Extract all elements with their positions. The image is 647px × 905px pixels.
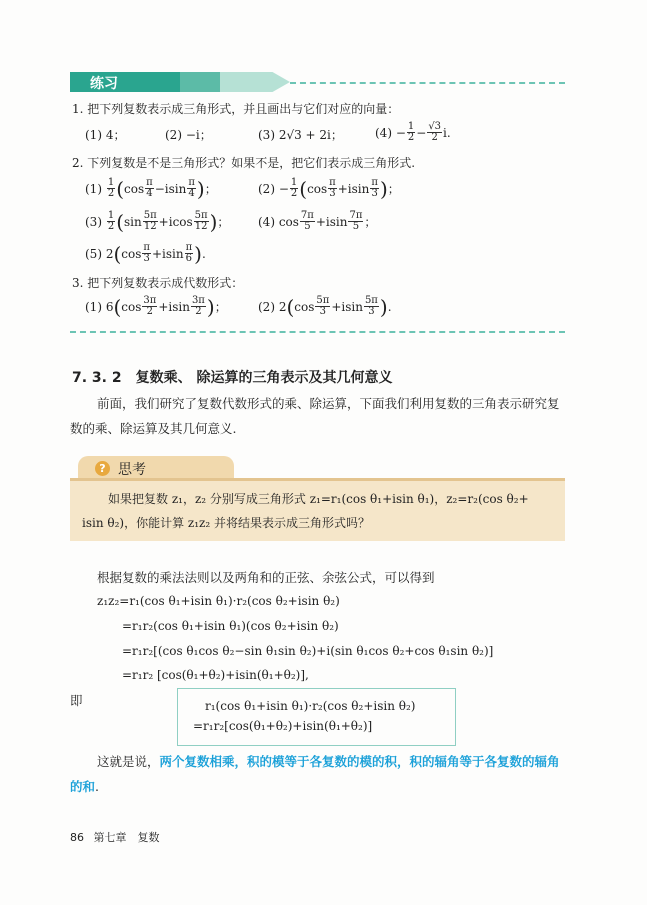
paren: ) [379, 294, 388, 319]
math [258, 178, 400, 199]
paren: ( [299, 176, 308, 201]
math-text: . [201, 246, 206, 261]
fraction: $\frac{√3}{2}$ [428, 121, 442, 143]
math-text: (2) − [258, 181, 289, 196]
exercise-title: 练习 [90, 76, 118, 92]
math-text: (1) 6 [85, 299, 114, 314]
math-text: +isin [331, 299, 363, 314]
fraction: $\frac{\pi}{4}$ [146, 177, 153, 199]
equation-line: =r₁r₂(cos θ₁+isin θ₁)(cos θ₂+isin θ₂) [122, 619, 339, 633]
math [258, 126, 343, 143]
equation-line: z₁z₂=r₁(cos θ₁+isin θ₁)·r₂(cos θ₂+isin θ₂) [97, 594, 340, 608]
fraction: $\frac{1}{2}$ [407, 121, 415, 143]
math [85, 296, 227, 317]
footer [70, 829, 160, 845]
math-text: ； [364, 215, 377, 229]
boxed-line: =r₁r₂[cos(θ₁+θ₂)+isin(θ₁+θ₂)] [193, 719, 373, 733]
page-number: 86 [70, 831, 84, 844]
math-text: i. [443, 125, 451, 140]
paren: ) [194, 241, 202, 266]
question-icon: ? [95, 461, 110, 476]
conclusion [97, 749, 567, 774]
math-text: (3) [85, 214, 106, 229]
paren: ) [379, 176, 388, 201]
paren: ( [116, 176, 124, 201]
math-text: +isin [315, 214, 348, 229]
equation-line: =r₁r₂ [cos(θ₁+θ₂)+isin(θ₁+θ₂)], [122, 668, 309, 682]
fraction: $\frac{\pi}{3}$ [329, 177, 336, 199]
question-2: 2. 下列复数是不是三角形式？如果不是，把它们表示成三角形式. [72, 156, 416, 170]
math-text: cos [121, 299, 142, 314]
math-text: +isin [151, 246, 184, 261]
fraction: $\frac{1}{2}$ [290, 177, 298, 199]
math-text: cos [307, 181, 328, 196]
conclusion-cont [70, 774, 99, 799]
math-text: (1) 4； [85, 128, 126, 142]
exercise-header [70, 72, 290, 92]
fraction: $\frac{\pi}{6}$ [185, 242, 193, 264]
fraction: $\frac{3\pi}{2}$ [191, 295, 205, 317]
fraction: $\frac{5\pi}{12}$ [194, 210, 208, 232]
math [85, 243, 206, 264]
paren: ( [286, 294, 295, 319]
paren: ( [113, 241, 122, 266]
paren: ) [206, 294, 215, 319]
math-text: (2) 2 [258, 299, 287, 314]
math-text: cos [124, 181, 145, 196]
think-text: 如果把复数 z₁，z₂ 分别写成三角形式 z₁=r₁(cos θ₁+isin θ₁)，z₂=r₂(cos θ₂+ [108, 492, 529, 506]
conclusion-suffix: . [95, 779, 99, 794]
math-text: ； [204, 182, 217, 196]
fraction: $\frac{7\pi}{5}$ [300, 210, 314, 232]
divider [70, 331, 565, 333]
math [85, 126, 125, 143]
ji-label: 即 [70, 693, 83, 708]
math-text: ； [214, 300, 227, 314]
math-text: cos [294, 299, 315, 314]
question-1: 1. 把下列复数表示成三角形式，并且画出与它们对应的向量： [72, 102, 400, 116]
fraction: $\frac{1}{2}$ [107, 177, 115, 199]
math-text: +isin [337, 181, 370, 196]
result-box [177, 688, 456, 746]
fraction: $\frac{\pi}{4}$ [188, 177, 195, 199]
paren: ( [116, 209, 124, 234]
math-text: . [387, 299, 392, 314]
math-text: (3) 2√3 + 2i； [258, 128, 343, 142]
fraction: $\frac{3\pi}{2}$ [143, 295, 157, 317]
fraction: $\frac{7\pi}{5}$ [349, 210, 363, 232]
math [258, 296, 392, 317]
math-text: (4) cos [258, 214, 299, 229]
math-text: − [416, 125, 427, 140]
fraction: $\frac{\pi}{3}$ [371, 177, 378, 199]
conclusion-prefix: 这就是说， [97, 754, 160, 769]
chapter-label: 第七章 复数 [93, 831, 160, 844]
derivation-lead: 根据复数的乘法法则以及两角和的正弦、余弦公式，可以得到 [97, 570, 435, 585]
math-text: (5) 2 [85, 246, 114, 261]
math-text: ； [217, 215, 230, 229]
boxed-line: r₁(cos θ₁+isin θ₁)·r₂(cos θ₂+isin θ₂) [205, 699, 416, 713]
fraction: $\frac{\pi}{3}$ [143, 242, 150, 264]
section-title: 7. 3. 2 复数乘、 除运算的三角表示及其几何意义 [72, 370, 393, 386]
math-text: sin [124, 214, 142, 229]
math-text: (1) [85, 181, 106, 196]
fraction: $\frac{5\pi}{3}$ [364, 295, 378, 317]
question-3: 3. 把下列复数表示成代数形式： [72, 276, 244, 290]
equation-line: =r₁r₂[(cos θ₁cos θ₂−sin θ₁sin θ₂)+i(sin θ₁cos θ₂+cos θ₁sin θ₂)] [122, 644, 494, 658]
math [165, 126, 212, 143]
math-text: +icos [158, 214, 193, 229]
paren: ) [196, 176, 205, 201]
fraction: $\frac{1}{2}$ [107, 210, 115, 232]
math-text: (4) − [375, 125, 406, 140]
math-text: ； [387, 182, 400, 196]
intro-line: 前面，我们研究了复数代数形式的乘、除运算，下面我们利用复数的三角表示研究复 [97, 396, 560, 411]
paren: ( [113, 294, 122, 319]
paren: ) [209, 209, 218, 234]
math [258, 211, 376, 232]
fraction: $\frac{5\pi}{12}$ [143, 210, 157, 232]
fraction: $\frac{5\pi}{3}$ [316, 295, 330, 317]
math [85, 178, 217, 199]
think-title: 思考 [118, 462, 146, 478]
math-text: cos [121, 246, 142, 261]
math-text: (2) −i； [165, 128, 212, 142]
think-text: isin θ₂)，你能计算 z₁z₂ 并将结果表示成三角形式吗？ [82, 516, 370, 530]
conclusion-highlight: 两个复数相乘，积的模等于各复数的模的积，积的辐角等于各复数的辐角 [159, 754, 560, 769]
math [85, 211, 229, 232]
intro-line: 数的乘、除运算及其几何意义. [70, 421, 237, 436]
math-text: −isin [154, 181, 187, 196]
divider [290, 82, 565, 84]
math-text: +isin [158, 299, 190, 314]
math [375, 122, 451, 143]
conclusion-highlight: 的和 [70, 779, 96, 794]
